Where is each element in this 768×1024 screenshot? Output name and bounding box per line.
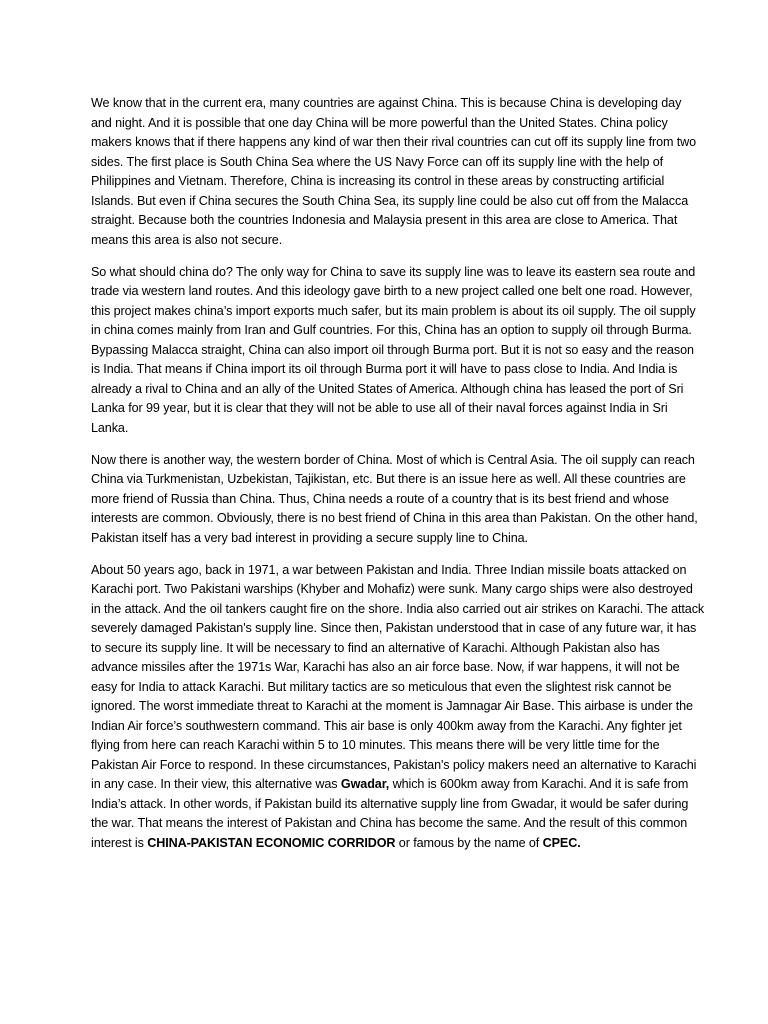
paragraph-4-text-b: which is 600km away from Karachi. And it is safe from India’s attack. In other words, if Pakistan build its alternative supply line from Gwadar, it would be safer during the war. That means the interest of Pakistan and China has become the same. And the result of this common interest is <box>91 777 689 850</box>
gwadar-emphasis: Gwadar, <box>340 777 390 791</box>
cpec-full-name: CHINA-PAKISTAN ECONOMIC CORRIDOR <box>147 835 396 850</box>
cpec-acronym: CPEC. <box>542 835 581 850</box>
paragraph-4 <box>91 561 705 854</box>
paragraph-4-text-c: or famous by the name of <box>395 835 543 850</box>
document-body <box>91 94 705 866</box>
paragraph-4-text-a: About 50 years ago, back in 1971, a war between Pakistan and India. Three Indian missile boats attacked on Karachi port. Two Pakistani warships (Khyber and Mohafiz) were sunk. Many cargo ships were also destroyed in the attack. And the oil tankers caught fire on the shore. India also carried out air strikes on Karachi. The attack severely damaged Pakistan's supply line. Since then, Pakistan understood that in case of any future war, it has to secure its supply line. It will be necessary to find an alternative of Karachi. Although Pakistan also has advance missiles after the 1971s War, Karachi has also an air force base. Now, if war happens, it will not be easy for India to attack Karachi. But military tactics are so meticulous that even the slightest risk cannot be ignored. The worst immediate threat to Karachi at the moment is Jamnagar Air Base. This airbase is under the Indian Air force’s southwestern command. This air base is only 400km away from the Karachi. Any fighter jet flying from here can reach Karachi within 5 to 10 minutes. This means there will be very little time for the Pakistan Air Force to respond. In these circumstances, Pakistan's policy makers need an alternative to Karachi in any case. In their view, this alternative was <box>91 562 705 791</box>
paragraph-1: We know that in the current era, many countries are against China. This is because China is developing day and night. And it is possible that one day China will be more powerful than the United States. China policy makers knows that if there happens any kind of war then their rival countries can cut off its supply line from two sides. The first place is South China Sea where the US Navy Force can off its supply line with the help of Philippines and Vietnam. Therefore, China is increasing its control in these areas by constructing artificial Islands. But even if China secures the South China Sea, its supply line could be also cut off from the Malacca straight. Because both the countries Indonesia and Malaysia present in this area are close to America. That means this area is also not secure. <box>91 96 697 247</box>
paragraph-2: So what should china do? The only way for China to save its supply line was to leave its eastern sea route and trade via western land routes. And this ideology gave birth to a new project called one belt one road. However, this project makes china’s import exports much safer, but its main problem is about its oil supply. The oil supply in china comes mainly from Iran and Gulf countries. For this, China has an option to supply oil through Burma. Bypassing Malacca straight, China can also import oil through Burma port. But it is not so easy and the reason is India. That means if China import its oil through Burma port it will have to pass close to India. And India is already a rival to China and an ally of the United States of America. Although china has leased the port of Sri Lanka for 99 year, but it is clear that they will not be able to use all of their naval forces against India in Sri Lanka. <box>91 264 696 435</box>
paragraph-3: Now there is another way, the western border of China. Most of which is Central Asia. The oil supply can reach China via Turkmenistan, Uzbekistan, Tajikistan, etc. But there is an issue here as well. All these countries are more friend of Russia than China. Thus, China needs a route of a country that is its best friend and whose interests are common. Obviously, there is no best friend of China in this area than Pakistan. On the other hand, Pakistan itself has a very bad interest in providing a secure supply line to China. <box>91 452 698 545</box>
